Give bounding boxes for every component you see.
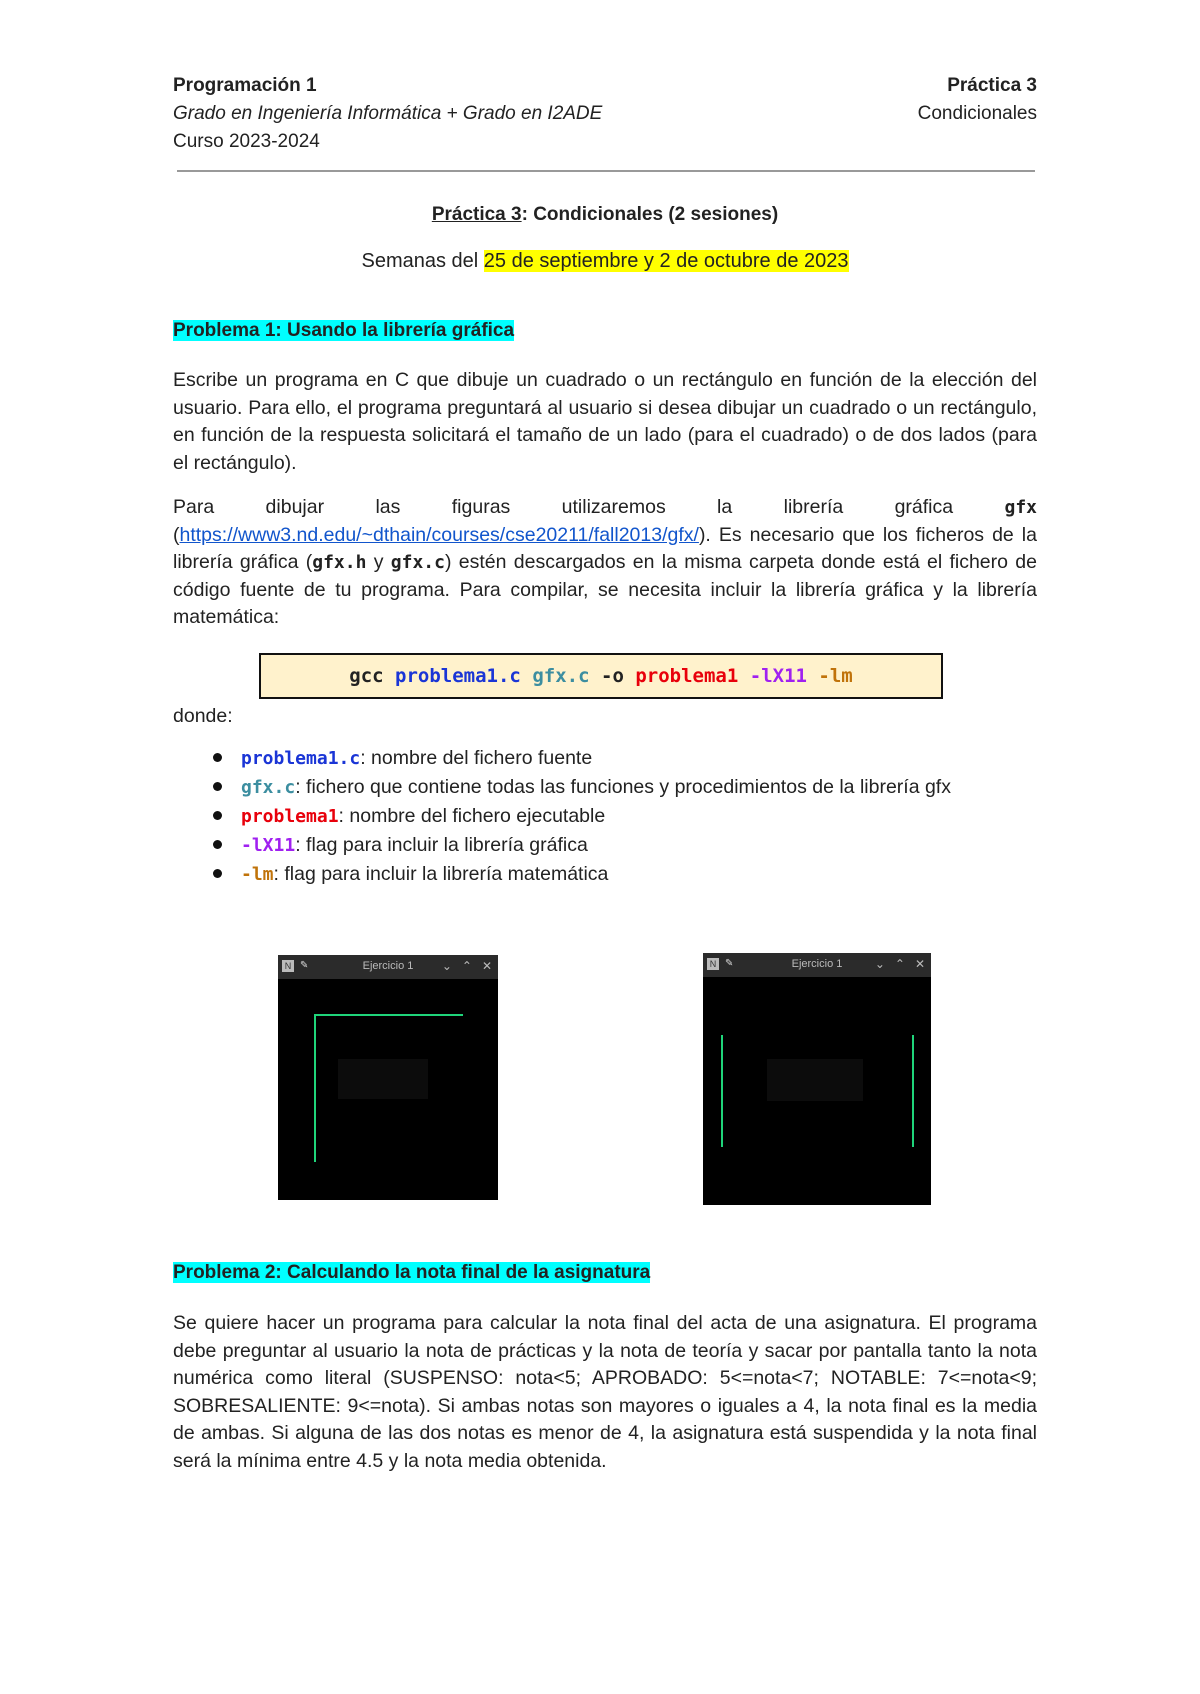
list-item — [213, 744, 1037, 773]
problem2-title-text: Problema 2: Calculando la nota final de la asignatura — [173, 1262, 651, 1283]
compile-command-box — [259, 653, 943, 699]
chevron-up-icon[interactable]: ⌃ — [461, 959, 472, 973]
drawing-canvas — [278, 979, 498, 1200]
p2-text-a: Para dibujar las figuras utilizaremos la librería gráfica — [173, 496, 1005, 518]
list-item — [213, 831, 1037, 860]
course-name: Programación 1 — [173, 75, 317, 96]
gfx-window-square — [278, 955, 498, 1200]
problem2-para — [173, 1310, 1037, 1476]
cmd-lm: -lm — [818, 665, 853, 687]
problem2-para-text: Se quiere hacer un programa para calcular la nota final del acta de una asignatura. El programa debe preguntar al usuario la nota de prácticas y la nota de teoría y sacar por pantalla tanto la nota numérica como literal (SUSPENSO: nota<5; APROBADO: 5<=nota<7; NOTABLE: 7<=nota<9; SOBRESALIENTE: 9<=nota). Si ambas notas son mayores o iguales a 4, la nota final es la media de ambas. Si alguna de las dos notas es menor de 4, la asignatura está suspendida y la nota final será la mínima entre 4.5 y la nota media obtenida. — [173, 1312, 1037, 1472]
p2-gfx-h: gfx.h — [312, 552, 367, 574]
close-icon[interactable]: ✕ — [914, 957, 925, 971]
bullet-text: : nombre del fichero ejecutable — [338, 805, 606, 827]
bullet-text: : fichero que contiene todas las funciones y procedimientos de la librería gfx — [295, 776, 951, 798]
pin-icon[interactable]: ✎ — [300, 960, 309, 971]
p2-text-d: ) estén descargados en la misma carpeta donde está el fichero de código fuente de tu programa. Para compilar, se necesita incluir la librería gráfica y la librería matemática: — [173, 551, 1037, 629]
page-header — [173, 72, 1037, 156]
app-icon: N — [707, 958, 719, 970]
cmd-gcc: gcc — [349, 665, 384, 687]
p2-text-c: ). Es necesario que los ficheros de la librería gráfica ( — [173, 523, 1037, 574]
bullet-code: -lX11 — [241, 835, 296, 856]
list-item — [213, 802, 1037, 831]
faint-shape — [338, 1059, 428, 1099]
cmd-x11: -lX11 — [749, 665, 807, 687]
bullet-code: problema1.c — [241, 748, 361, 769]
problem1-para1-text: Escribe un programa en C que dibuje un cuadrado o un rectángulo en función de la elección del usuario. Para ello, el programa preguntará al usuario si desea dibujar un cuadrado o un rectángulo, en función de la respuesta solicitará el tamaño de un lado (para el cuadrado) o de dos lados (para el rectángulo). — [173, 369, 1037, 474]
problem1-para1 — [173, 367, 1037, 477]
p2-text-y: y — [366, 551, 391, 574]
topic-label: Condicionales — [917, 103, 1037, 124]
faint-shape — [767, 1059, 863, 1101]
problem1-title-text: Problema 1: Usando la librería gráfica — [173, 320, 515, 341]
course-year: Curso 2023-2024 — [173, 131, 320, 152]
p2-lib: gfx — [1004, 497, 1037, 518]
problem2-title — [173, 1262, 650, 1284]
title-practice: Práctica 3 — [431, 204, 522, 225]
cmd-exe: problema1 — [635, 665, 739, 687]
list-item — [213, 860, 1037, 889]
pin-icon[interactable]: ✎ — [725, 958, 734, 969]
flag-list — [213, 744, 1037, 889]
weeks-dates: 25 de septiembre y 2 de octubre de 2023 — [483, 250, 849, 272]
window-title: Ejercicio 1 — [791, 958, 843, 970]
bullet-code: problema1 — [241, 806, 339, 827]
gfx-link[interactable]: https://www3.nd.edu/~dthain/courses/cse20211/fall2013/gfx/ — [179, 523, 699, 546]
chevron-up-icon[interactable]: ⌃ — [894, 957, 905, 971]
chevron-down-icon[interactable]: ⌄ — [874, 957, 885, 971]
document-title — [173, 204, 1037, 226]
window-titlebar — [703, 953, 931, 977]
practice-label: Práctica 3 — [947, 75, 1037, 96]
bullet-text: : nombre del fichero fuente — [360, 747, 593, 769]
cmd-o: -o — [601, 665, 624, 687]
gfx-window-rectangle — [703, 953, 931, 1205]
degree-name: Grado en Ingeniería Informática + Grado en I2ADE — [173, 103, 603, 124]
problem1-title — [173, 320, 514, 342]
window-titlebar — [278, 955, 498, 979]
bullet-text: : flag para incluir la librería gráfica — [295, 834, 588, 856]
cmd-gfx: gfx.c — [532, 665, 590, 687]
window-title: Ejercicio 1 — [362, 960, 414, 972]
header-divider — [177, 170, 1035, 172]
problem1-para2 — [173, 494, 1037, 632]
bullet-text: : flag para incluir la librería matemática — [273, 863, 609, 885]
title-rest: : Condicionales (2 sesiones) — [521, 204, 779, 225]
list-item — [213, 773, 1037, 802]
cmd-source: problema1.c — [395, 665, 521, 687]
weeks-line — [173, 250, 1037, 273]
drawing-canvas — [703, 977, 931, 1205]
p2-gfx-c: gfx.c — [390, 552, 445, 574]
close-icon[interactable]: ✕ — [481, 959, 492, 973]
bullet-code: gfx.c — [241, 777, 296, 798]
chevron-down-icon[interactable]: ⌄ — [441, 959, 452, 973]
weeks-prefix: Semanas del — [361, 250, 484, 272]
bullet-code: -lm — [241, 864, 274, 885]
donde-label: donde: — [173, 705, 233, 727]
p2-text-b: ( — [173, 523, 180, 546]
app-icon: N — [282, 960, 294, 972]
